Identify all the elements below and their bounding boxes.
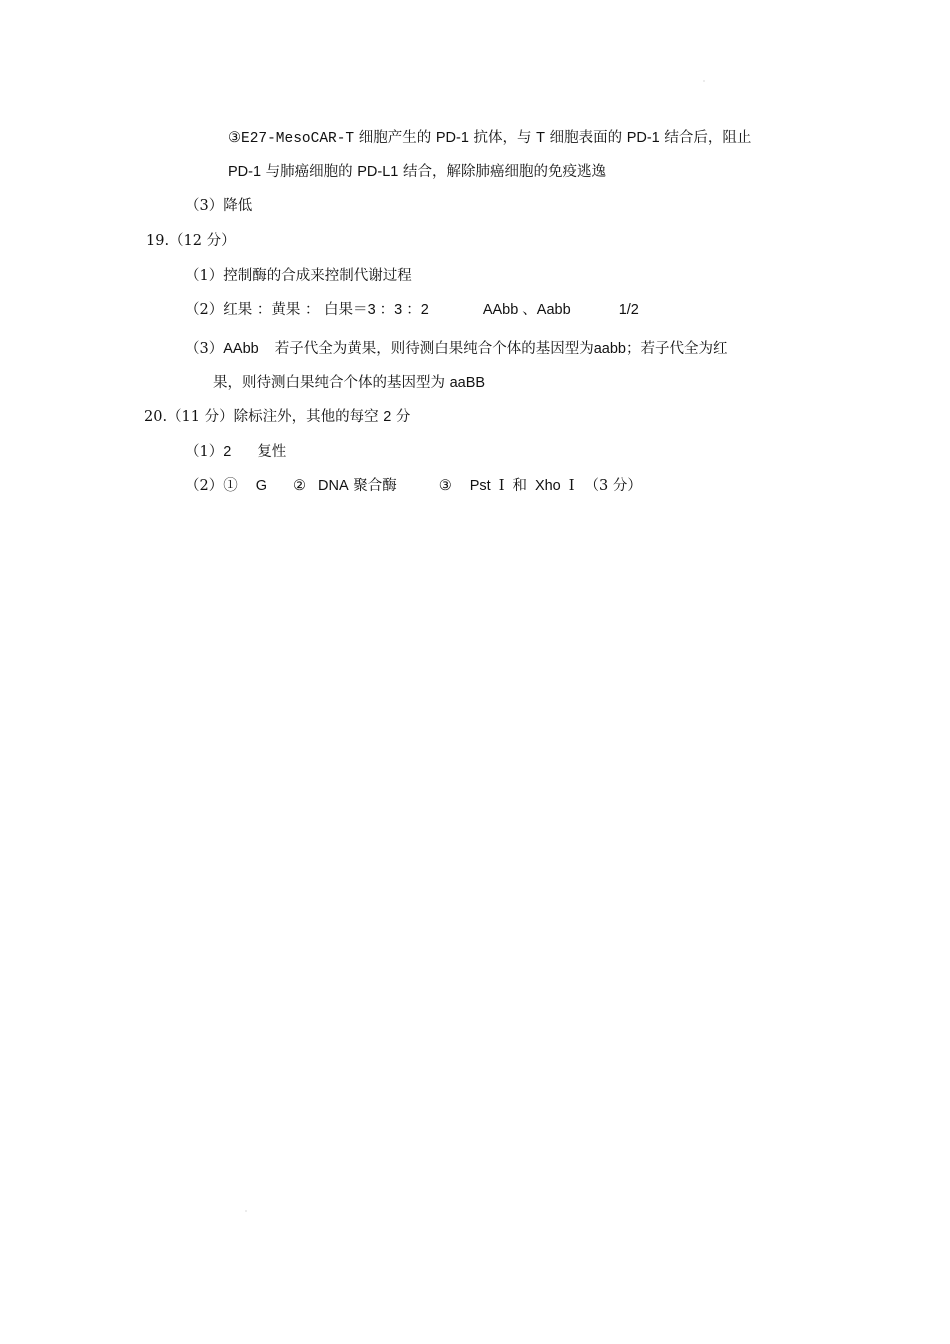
part-label: （1） <box>185 444 224 460</box>
question-heading: 20.（11 分） <box>144 409 234 425</box>
answer-text: 控制酶的合成来控制代谢过程 <box>223 268 412 284</box>
genotype-answer: aabb <box>593 341 626 357</box>
part-label: （3） <box>185 341 224 357</box>
part-label: （2） <box>185 478 224 494</box>
protein-name: PD-1 <box>435 130 469 146</box>
q20-part1 <box>185 442 286 462</box>
answer-text: 降低 <box>223 198 253 214</box>
number-answer: 2 <box>223 444 232 460</box>
q20-heading <box>144 407 410 427</box>
circled-number: ② <box>293 478 307 494</box>
q19-heading <box>146 231 236 251</box>
enzyme-answer: DNA <box>318 478 349 494</box>
text-run: 与肺癌细胞的 <box>261 164 358 180</box>
circled-number: ③ <box>438 478 452 494</box>
ratio-values: 3 ：3 ：2 <box>367 302 429 318</box>
text-run: 结合，解除肺癌细胞的免疫逃逸 <box>398 164 606 180</box>
q19-part3-line1 <box>185 339 727 359</box>
base-answer: G <box>255 478 268 494</box>
cell-name: E27-MesoCAR-T <box>241 131 355 147</box>
answer-text: 若子代全为黄果，则待测白果纯合个体的基因型为 <box>274 341 594 357</box>
scan-speck <box>245 1210 247 1212</box>
text-run: 细胞表面的 <box>544 130 627 146</box>
genotype-answer: AAbb <box>223 341 259 357</box>
circled-number: ① <box>223 478 238 494</box>
scoring-note: 除标注外，其他的每空 <box>233 409 384 425</box>
answer-text: 果，则待测白果纯合个体的基因型为 <box>213 375 450 391</box>
answer-text: ；若子代全为红 <box>625 341 728 357</box>
genotype-answer: AAbb 、Aabb <box>482 302 571 318</box>
protein-name: PD-1 <box>626 130 660 146</box>
part-label: （1） <box>185 268 224 284</box>
protein-name: PD-L1 <box>357 164 399 180</box>
answer-text: 复性 <box>257 444 287 460</box>
circled-number: ③ <box>228 130 241 146</box>
q18-item3-line1 <box>228 128 751 149</box>
q19-part3-line2 <box>213 373 485 393</box>
conjunction: 和 <box>512 478 527 494</box>
part-label: （3） <box>185 198 224 214</box>
protein-name: PD-1 <box>228 164 262 180</box>
points-value: 2 <box>383 409 392 425</box>
restriction-enzyme: Pst <box>469 478 491 494</box>
enzyme-answer-cn: 聚合酶 <box>348 478 397 494</box>
roman-numeral: Ⅰ <box>568 478 575 494</box>
points-note: （3 分） <box>584 478 642 494</box>
question-heading: 19.（12 分） <box>146 233 236 249</box>
text-run: 抗体，与 <box>468 130 537 146</box>
part-label: （2） <box>185 302 224 318</box>
genotype-answer: aaBB <box>449 375 486 391</box>
text-run: 结合后，阻止 <box>659 130 752 146</box>
scan-speck <box>703 80 705 82</box>
roman-numeral: Ⅰ <box>498 478 505 494</box>
points-unit: 分 <box>391 409 411 425</box>
q19-part1 <box>185 266 412 286</box>
q20-part2 <box>185 476 642 496</box>
cell-letter: T <box>536 130 545 146</box>
q18-item3-line2 <box>228 162 606 182</box>
restriction-enzyme: Xho <box>534 478 561 494</box>
ratio-text: 红果 ：黄果 ： 白果＝ <box>223 302 368 318</box>
text-run: 细胞产生的 <box>354 130 436 146</box>
fraction-answer: 1/2 <box>618 302 639 318</box>
q18-part3 <box>185 196 252 216</box>
q19-part2 <box>185 300 639 320</box>
